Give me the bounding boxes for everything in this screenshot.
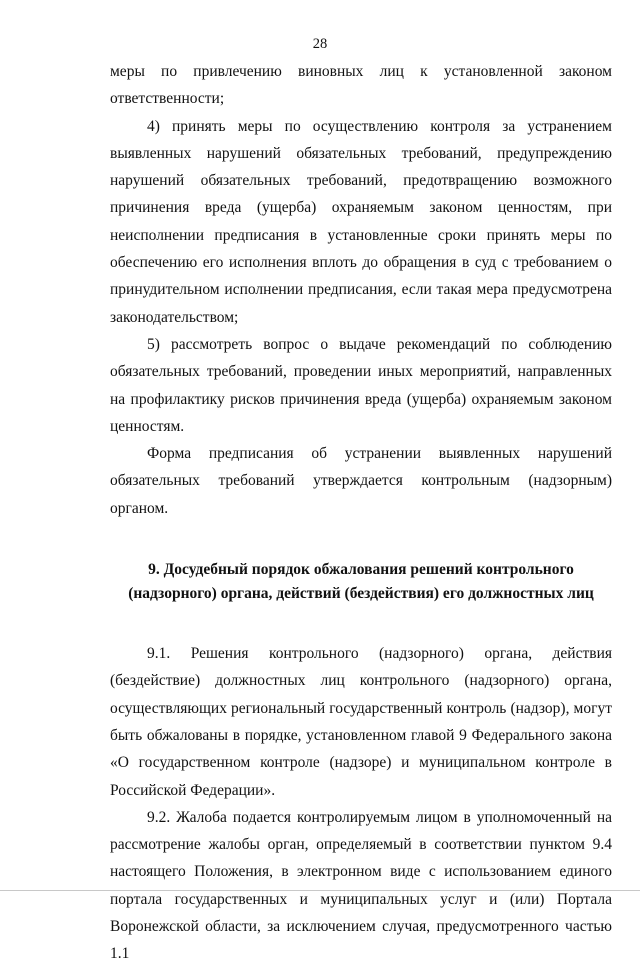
- document-body: [110, 58, 612, 968]
- section-heading: [110, 558, 612, 606]
- paragraph-continuation: меры по привлечению виновных лиц к установленной законом ответственности;: [110, 63, 612, 108]
- paragraph-item-4: 4) принять меры по осуществлению контроля за устранением выявленных нарушений обязательных требований, предупреждению нарушений обязательных требований, предотвращению возможного причинения вреда (ущерба) охраняемым законом ценностям, при неисполнении предписания в установленные сроки принять меры по обеспечению его исполнения вплоть до обращения в суд с требованием о принудительном исполнении предписания, если такая мера предусмотрена законодательством;: [110, 117, 612, 326]
- paragraph-9-2: 9.2. Жалоба подается контролируемым лицом в уполномоченный на рассмотрение жалобы орган, определяемый в соответствии пунктом 9.4 настоящего Положения, в электронном виде с использованием единого портала государственных и муниципальных услуг и (или) Портала Воронежской области, за исключением случая, предусмотренного частью 1.1: [110, 808, 612, 963]
- paragraph-form-note: Форма предписания об устранении выявленных нарушений обязательных требований утверждается контрольным (надзорным) органом.: [110, 445, 612, 517]
- page-bottom-edge: [0, 890, 640, 891]
- paragraph-item-5: 5) рассмотреть вопрос о выдаче рекомендаций по соблюдению обязательных требований, проведении иных мероприятий, направленных на профилактику рисков причинения вреда (ущерба) охраняемым законом ценностям.: [110, 335, 612, 435]
- page-number: 28: [312, 36, 328, 52]
- section-heading-line-2: (надзорного) органа, действий (бездействия) его должностных лиц: [128, 585, 594, 603]
- section-heading-line-1: 9. Досудебный порядок обжалования решений контрольного: [148, 561, 574, 579]
- paragraph-9-1: 9.1. Решения контрольного (надзорного) органа, действия (бездействие) должностных лиц контрольного (надзорного) органа, осуществляющих региональный государственный контроль (надзор), могут быть обжалованы в порядке, установленном главой 9 Федерального закона «О государственном контроле (надзоре) и муниципальном контроле в Российской Федерации».: [110, 645, 612, 799]
